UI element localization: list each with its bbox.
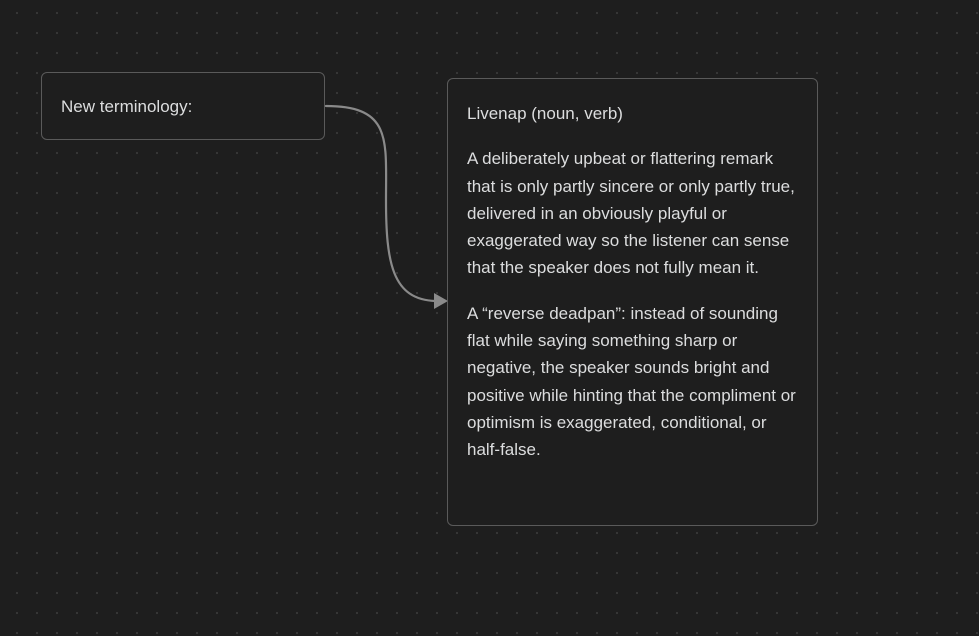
definition-paragraph-2: A “reverse deadpan”: instead of sounding flat while saying something sharp or negative, the speaker sounds bright and positive while hinting that the compliment or optimism is exaggerated, conditional, or half-false. <box>467 303 796 460</box>
source-card[interactable] <box>41 72 325 140</box>
source-card-text: New terminology: <box>61 97 193 116</box>
definition-card[interactable] <box>447 78 818 526</box>
definition-heading: Livenap (noun, verb) <box>467 104 623 123</box>
arrowhead-icon <box>434 293 448 309</box>
connector-edge[interactable] <box>326 106 436 301</box>
definition-paragraph: A deliberately upbeat or flattering remark that is only partly sincere or only partly true, delivered in an obviously playful or exaggerated way so the listener can sense that the speaker does not fully mean it. <box>467 149 795 278</box>
